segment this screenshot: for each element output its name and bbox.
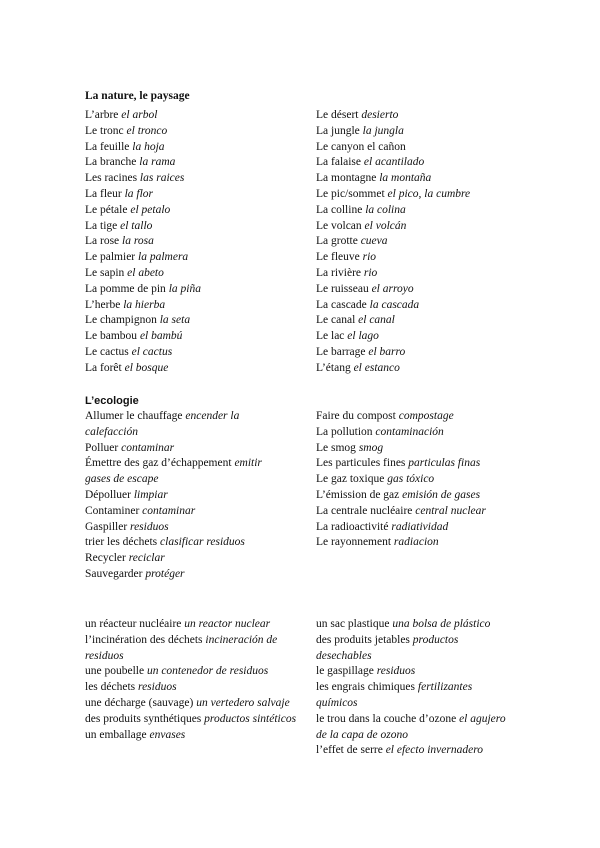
spanish-term: el abeto	[127, 266, 164, 279]
french-term: Les particules fines	[316, 457, 406, 470]
spanish-term: una bolsa de plástico	[392, 618, 491, 630]
french-term: La jungle	[316, 124, 360, 137]
spanish-term: productos desechables	[316, 633, 459, 662]
spanish-term: un reactor nuclear	[184, 618, 271, 630]
vocab-entry	[85, 282, 305, 298]
french-term: Le canyon el cañon	[316, 140, 406, 153]
spanish-term: la piña	[168, 282, 201, 295]
vocab-entry	[316, 680, 516, 712]
vocab-entry	[85, 124, 305, 140]
french-term: L’arbre	[85, 109, 119, 121]
vocab-entry	[316, 361, 546, 377]
spanish-term: el agujero de la capa de ozono	[316, 712, 506, 741]
french-term: Le gaz toxique	[316, 473, 385, 486]
french-term: Le ruisseau	[316, 282, 369, 295]
french-term: L’étang	[316, 361, 351, 374]
vocab-entry	[316, 329, 546, 345]
spanish-term: la palmera	[138, 251, 189, 264]
french-term: Les racines	[85, 172, 138, 185]
french-term: Le barrage	[316, 345, 366, 358]
french-term: L’émission de gaz	[316, 488, 400, 501]
french-term: des produits jetables	[316, 633, 410, 646]
vocab-entry	[316, 617, 516, 633]
spanish-term: la seta	[159, 314, 191, 327]
nature-list-right	[316, 108, 546, 377]
vocab-entry	[316, 266, 546, 282]
french-term: Gaspiller	[85, 520, 128, 533]
french-term: Recycler	[85, 552, 126, 565]
spanish-term: un vertedero salvaje	[196, 696, 290, 709]
vocab-entry	[85, 728, 300, 744]
spanish-term: contaminar	[121, 441, 175, 454]
spanish-term: rio	[363, 266, 378, 279]
vocab-entry	[85, 712, 300, 728]
vocab-entry	[85, 409, 290, 441]
spanish-term: productos sintéticos	[204, 712, 297, 725]
vocab-entry	[85, 329, 305, 345]
vocab-entry	[316, 124, 546, 140]
spanish-term: fertilizantes químicos	[316, 681, 473, 709]
french-term: La centrale nucléaire	[316, 504, 413, 517]
spanish-term: la montaña	[379, 172, 432, 185]
french-term: trier les déchets	[85, 536, 158, 549]
spanish-term: radiacion	[393, 536, 439, 549]
spanish-term: el barro	[368, 345, 406, 358]
spanish-term: el cactus	[131, 345, 173, 358]
vocab-entry	[85, 140, 305, 156]
spanish-term: el pico, la cumbre	[387, 187, 471, 200]
vocab-entry	[85, 345, 305, 361]
french-term: Allumer le chauffage	[85, 410, 183, 422]
french-term: La fleur	[85, 187, 122, 200]
french-term: La rose	[85, 235, 120, 248]
vocab-entry	[316, 520, 556, 536]
spanish-term: el acantilado	[363, 156, 425, 169]
spanish-term: cueva	[360, 235, 388, 248]
vocab-entry	[316, 234, 546, 250]
vocab-entry	[316, 633, 516, 665]
vocab-entry	[316, 712, 516, 744]
vocab-entry	[85, 680, 300, 696]
vocab-entry	[85, 567, 290, 583]
spanish-term: desierto	[361, 109, 399, 121]
vocab-entry	[85, 617, 300, 633]
spanish-term: la hierba	[123, 298, 166, 311]
french-term: La tige	[85, 219, 118, 232]
vocab-entry	[316, 535, 556, 551]
spanish-term: central nuclear	[415, 504, 486, 517]
vocab-entry	[85, 551, 290, 567]
vocab-entry	[316, 187, 546, 203]
vocab-entry	[85, 313, 305, 329]
spanish-term: la rosa	[122, 235, 154, 248]
french-term: La branche	[85, 156, 137, 169]
french-term: Sauvegarder	[85, 567, 143, 580]
vocab-entry	[316, 250, 546, 266]
french-term: Dépolluer	[85, 488, 131, 501]
french-term: Le rayonnement	[316, 536, 392, 549]
vocab-entry	[85, 535, 290, 551]
vocab-entry	[85, 266, 305, 282]
french-term: Le cactus	[85, 345, 129, 358]
spanish-term: residuos	[376, 665, 416, 678]
spanish-term: limpiar	[133, 488, 168, 501]
french-term: Le pic/sommet	[316, 187, 385, 200]
french-term: La montagne	[316, 172, 377, 185]
french-term: l’incinération des déchets	[85, 633, 203, 646]
spanish-term: smog	[358, 441, 384, 454]
spanish-term: el lago	[347, 330, 379, 343]
vocab-entry	[316, 441, 556, 457]
ecology-list-right	[316, 409, 556, 551]
vocab-entry	[316, 488, 556, 504]
vocab-entry	[316, 313, 546, 329]
french-term: un emballage	[85, 728, 147, 741]
french-term: Le désert	[316, 109, 359, 121]
nature-list-left	[85, 108, 305, 377]
vocab-entry	[85, 250, 305, 266]
french-term: La grotte	[316, 235, 358, 248]
french-term: Le volcan	[316, 219, 362, 232]
vocab-entry	[85, 171, 305, 187]
french-term: La feuille	[85, 140, 130, 153]
vocab-entry	[316, 504, 556, 520]
french-term: La radioactivité	[316, 520, 389, 533]
spanish-term: el estanco	[353, 361, 400, 374]
vocab-entry	[316, 155, 546, 171]
spanish-term: protéger	[145, 567, 185, 580]
vocab-entry	[85, 361, 305, 377]
spanish-term: el petalo	[130, 203, 171, 216]
french-term: Émettre des gaz d’échappement	[85, 457, 232, 470]
vocab-entry	[316, 108, 546, 124]
waste-list-right	[316, 617, 516, 759]
spanish-term: el efecto invernadero	[385, 744, 483, 757]
nature-heading: La nature, le paysage	[85, 90, 190, 102]
french-term: Le smog	[316, 441, 356, 454]
spanish-term: la cascada	[369, 298, 420, 311]
spanish-term: emitir gases de escape	[85, 457, 262, 486]
french-term: La cascade	[316, 298, 367, 311]
spanish-term: reciclar	[128, 552, 165, 565]
spanish-term: rio	[362, 251, 377, 264]
french-term: Le fleuve	[316, 251, 360, 264]
french-term: La forêt	[85, 361, 122, 374]
french-term: un sac plastique	[316, 618, 390, 630]
vocab-entry	[85, 108, 305, 124]
spanish-term: clasificar residuos	[160, 536, 245, 549]
spanish-term: el tallo	[120, 219, 153, 232]
spanish-term: el canal	[358, 314, 395, 327]
spanish-term: las raices	[139, 172, 185, 185]
waste-list-left	[85, 617, 300, 743]
spanish-term: gas tóxico	[387, 473, 435, 486]
french-term: des produits synthétiques	[85, 712, 202, 725]
vocab-entry	[316, 298, 546, 314]
french-term: La falaise	[316, 156, 362, 169]
vocab-entry	[85, 219, 305, 235]
french-term: Contaminer	[85, 504, 140, 517]
french-term: La pollution	[316, 425, 373, 438]
spanish-term: el volcán	[364, 219, 407, 232]
spanish-term: radiatividad	[391, 520, 449, 533]
spanish-term: residuos	[138, 681, 177, 694]
vocab-entry	[85, 664, 300, 680]
spanish-term: el bambú	[139, 330, 183, 343]
french-term: un réacteur nucléaire	[85, 618, 182, 630]
vocab-entry	[85, 298, 305, 314]
french-term: une décharge (sauvage)	[85, 696, 194, 709]
spanish-term: compostage	[398, 410, 454, 422]
french-term: Le champignon	[85, 314, 157, 327]
vocab-entry	[316, 664, 516, 680]
vocab-entry	[316, 472, 556, 488]
vocab-entry	[316, 140, 546, 156]
spanish-term: residuos	[130, 520, 169, 533]
french-term: Polluer	[85, 441, 119, 454]
vocab-entry	[85, 441, 290, 457]
ecology-heading: L’ecologie	[85, 395, 139, 407]
vocab-entry	[316, 282, 546, 298]
spanish-term: contaminación	[375, 425, 444, 438]
ecology-list-left	[85, 409, 290, 583]
spanish-term: la hoja	[132, 140, 165, 153]
french-term: L’herbe	[85, 298, 121, 311]
vocab-entry	[85, 234, 305, 250]
spanish-term: el bosque	[124, 361, 169, 374]
spanish-term: el arbol	[121, 109, 158, 121]
vocab-entry	[85, 187, 305, 203]
spanish-term: el arroyo	[371, 282, 414, 295]
spanish-term: contaminar	[142, 504, 196, 517]
spanish-term: incineración de residuos	[85, 633, 278, 662]
vocab-entry	[316, 425, 556, 441]
spanish-term: la colina	[365, 203, 406, 216]
vocab-entry	[85, 155, 305, 171]
french-term: Le lac	[316, 330, 345, 343]
french-term: le gaspillage	[316, 665, 374, 678]
vocab-entry	[316, 219, 546, 235]
vocab-entry	[316, 456, 556, 472]
french-term: La colline	[316, 203, 363, 216]
vocab-entry	[316, 743, 516, 759]
french-term: Le palmier	[85, 251, 136, 264]
spanish-term: la rama	[139, 156, 176, 169]
french-term: les déchets	[85, 681, 136, 694]
french-term: Le tronc	[85, 124, 124, 137]
spanish-term: un contenedor de residuos	[146, 665, 269, 678]
vocab-entry	[85, 504, 290, 520]
vocab-entry	[85, 488, 290, 504]
spanish-term: particulas finas	[408, 457, 481, 470]
french-term: La pomme de pin	[85, 282, 166, 295]
spanish-term: el tronco	[126, 124, 168, 137]
vocab-entry	[316, 345, 546, 361]
spanish-term: encender la calefacción	[85, 410, 240, 438]
spanish-term: envases	[149, 728, 186, 741]
vocab-entry	[85, 520, 290, 536]
french-term: l’effet de serre	[316, 744, 383, 757]
french-term: Le sapin	[85, 266, 125, 279]
vocab-entry	[85, 633, 300, 665]
spanish-term: emisión de gases	[402, 488, 481, 501]
french-term: une poubelle	[85, 665, 145, 678]
vocab-entry	[85, 696, 300, 712]
french-term: Le bambou	[85, 330, 138, 343]
vocab-entry	[85, 203, 305, 219]
french-term: La rivière	[316, 266, 362, 279]
french-term: le trou dans la couche d’ozone	[316, 712, 457, 725]
french-term: Le canal	[316, 314, 356, 327]
french-term: Le pétale	[85, 203, 128, 216]
vocab-entry	[316, 203, 546, 219]
vocab-entry	[316, 409, 556, 425]
spanish-term: la flor	[124, 187, 154, 200]
vocab-entry	[316, 171, 546, 187]
vocab-entry	[85, 456, 290, 488]
spanish-term: la jungla	[362, 124, 404, 137]
french-term: les engrais chimiques	[316, 681, 416, 694]
french-term: Faire du compost	[316, 410, 396, 422]
